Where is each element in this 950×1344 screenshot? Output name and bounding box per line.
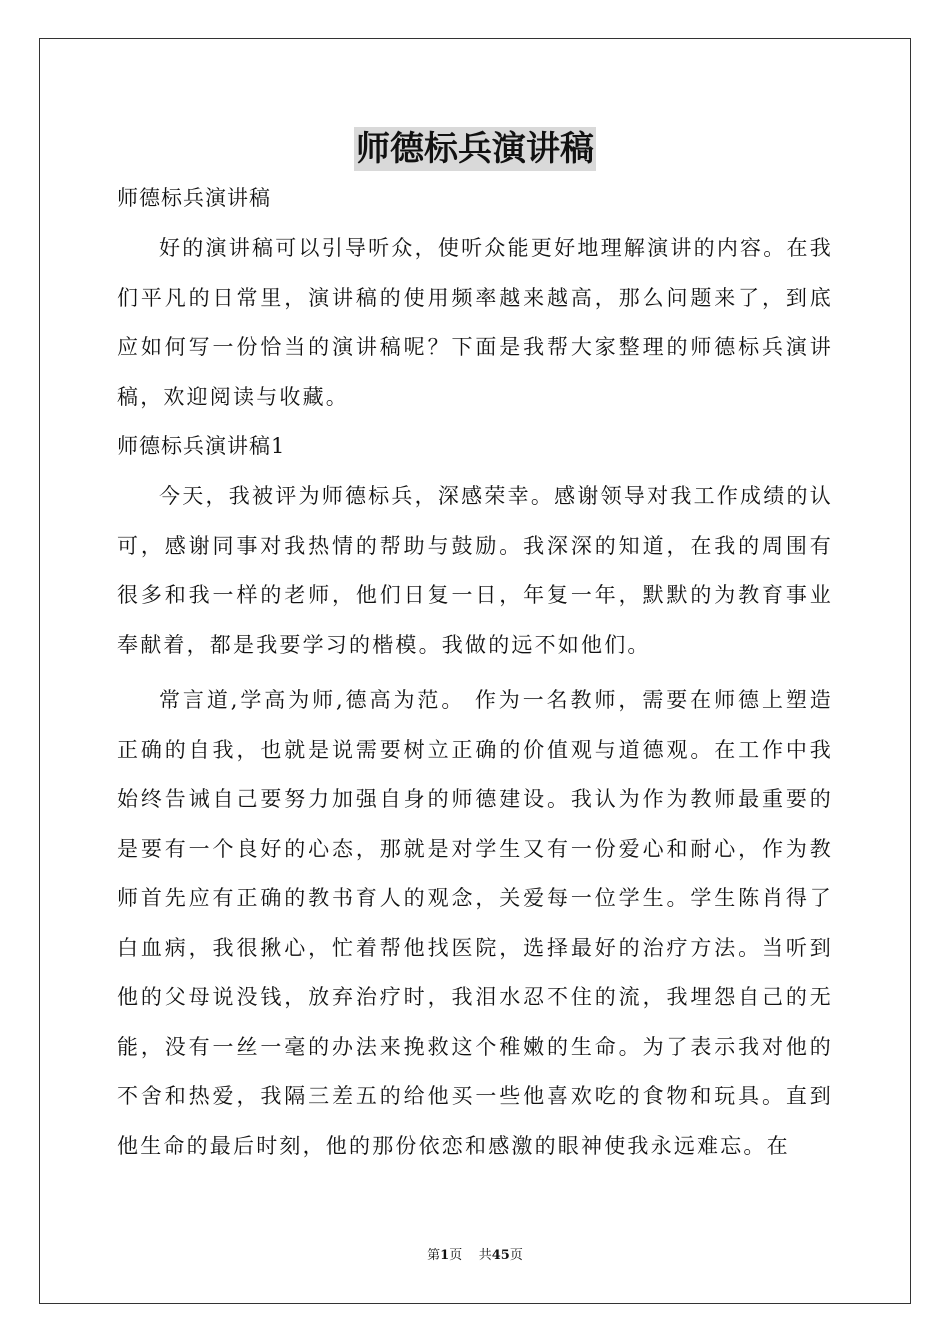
title-container bbox=[0, 127, 950, 171]
footer-prefix: 第 bbox=[427, 1248, 441, 1263]
footer-total-pages: 45 bbox=[491, 1248, 510, 1263]
footer-page-number: 1 bbox=[440, 1248, 450, 1263]
footer-total-suffix: 页 bbox=[509, 1248, 523, 1263]
footer-total-prefix: 共 bbox=[478, 1248, 492, 1263]
body-paragraph-1: 今天，我被评为师德标兵，深感荣幸。感谢领导对我工作成绩的认可，感谢同事对我热情的帮助与鼓励。我深深的知道，在我的周围有很多和我一样的老师，他们日复一日，年复一年，默默的为教育事业奉献着，都是我要学习的楷模。我做的远不如他们。 bbox=[117, 484, 833, 657]
section-heading: 师德标兵演讲稿1 bbox=[117, 434, 286, 458]
document-body bbox=[117, 180, 833, 1177]
page-footer bbox=[0, 1247, 950, 1265]
intro-paragraph: 好的演讲稿可以引导听众，使听众能更好地理解演讲的内容。在我们平凡的日常里，演讲稿的使用频率越来越高，那么问题来了，到底应如何写一份恰当的演讲稿呢？下面是我帮大家整理的师德标兵演讲稿，欢迎阅读与收藏。 bbox=[117, 236, 833, 409]
body-paragraph-2: 常言道,学高为师,德高为范。 作为一名教师，需要在师德上塑造正确的自我，也就是说需要树立正确的价值观与道德观。在工作中我始终告诫自己要努力加强自身的师德建设。我认为作为教师最重要的是要有一个良好的心态，那就是对学生又有一份爱心和耐心，作为教师首先应有正确的教书育人的观念，关爱每一位学生。学生陈肖得了白血病，我很揪心，忙着帮他找医院，选择最好的治疗方法。当听到他的父母说没钱，放弃治疗时，我泪水忍不住的流，我埋怨自己的无能，没有一丝一毫的办法来挽救这个稚嫩的生命。为了表示我对他的不舍和热爱，我隔三差五的给他买一些他喜欢吃的食物和玩具。直到他生命的最后时刻，他的那份依恋和感激的眼神使我永远难忘。在 bbox=[117, 688, 833, 1158]
document-title: 师德标兵演讲稿 bbox=[356, 129, 594, 169]
footer-page-suffix: 页 bbox=[449, 1248, 463, 1263]
document-subtitle: 师德标兵演讲稿 bbox=[117, 186, 271, 210]
